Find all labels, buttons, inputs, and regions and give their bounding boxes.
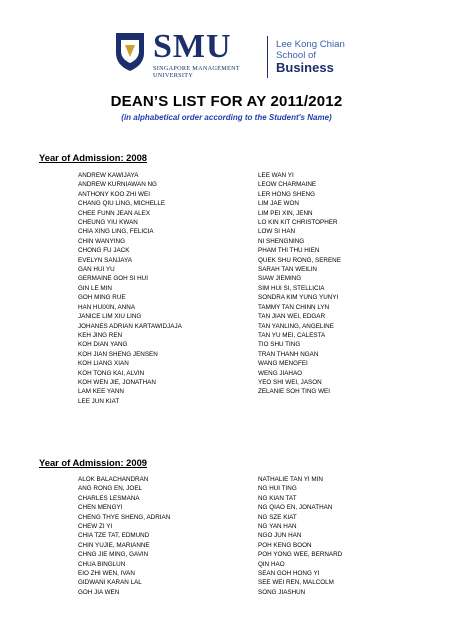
student-name: CHUA BINGLUN — [78, 560, 126, 568]
student-name: EIO ZHI WEN, IVAN — [78, 570, 135, 578]
student-name: QIN HAO — [258, 560, 285, 568]
student-name: CHEW ZI YI — [78, 523, 113, 531]
student-name: SONG JIASHUN — [258, 588, 306, 596]
student-name: ANG RONG EN, JOEL — [78, 485, 143, 493]
header-logo — [0, 0, 453, 80]
student-name: CHENG THYE SHENG, ADRIAN — [78, 513, 171, 521]
student-name: TAMMY TAN CHINN LYN — [258, 303, 330, 311]
student-name: TAN YANLING, ANGELINE — [258, 322, 334, 330]
student-name: WENG JIAHAO — [258, 369, 303, 377]
student-name: GIDWANI KARAN LAL — [78, 579, 142, 587]
student-name: NG QIAO EN, JONATHAN — [258, 504, 333, 512]
student-name: PHAM THI THU HIEN — [258, 247, 320, 255]
school-line-3: Business — [276, 60, 334, 75]
student-name: GIN LE MIN — [78, 284, 112, 292]
page-subtitle: (in alphabetical order according to the Student's Name) — [121, 113, 332, 122]
student-name: TIO SHU TING — [258, 341, 301, 349]
student-name: NGO JUN HAN — [258, 532, 302, 540]
student-name: CHARLES LESMANA — [78, 494, 140, 502]
student-name: LAM KEE YANN — [78, 388, 124, 396]
name-list-2008-left — [78, 171, 182, 406]
student-name: SIM HUI SI, STELLICIA — [258, 284, 325, 292]
student-name: NG KIAN TAT — [258, 494, 297, 502]
student-name: KEH JING REN — [78, 331, 123, 339]
name-list-2009-right — [258, 475, 342, 597]
student-name: EVELYN SANJAYA — [78, 256, 132, 264]
student-name: ZELANIE SOH TING WEI — [258, 388, 330, 396]
student-name: NG SZE KIAT — [258, 513, 297, 521]
student-name: POH KENG BOON — [258, 541, 312, 549]
student-name: CHANG QIU LING, MICHELLE — [78, 200, 166, 208]
student-name: KOH LIANG XIAN — [78, 360, 129, 368]
smu-subtitle: SINGAPORE MANAGEMENT UNIVERSITY — [153, 65, 240, 79]
student-name: CHIA TZE TAT, EDMUND — [78, 532, 150, 540]
student-name: KOH DIAN YANG — [78, 341, 128, 349]
smu-crest-icon — [112, 31, 148, 73]
student-name: CHIA XING LING, FELICIA — [78, 228, 154, 236]
student-name: KOH WEN JIE, JONATHAN — [78, 378, 156, 386]
logo-divider — [267, 36, 268, 78]
student-name: TRAN THANH NGAN — [258, 350, 319, 358]
page-title: DEAN’S LIST FOR AY 2011/2012 — [110, 93, 343, 110]
student-name: CHEUNG YIU KWAN — [78, 219, 138, 227]
student-name: CHNG JIE MING, GAVIN — [78, 551, 149, 559]
student-name: ALOK BALACHANDRAN — [78, 476, 149, 483]
student-name: QUEK SHU RONG, SERENE — [258, 256, 341, 264]
student-name: SIAW JIEMING — [258, 275, 302, 283]
student-name: KOH JIAN SHENG JENSEN — [78, 350, 158, 358]
student-name: KOH TONG KAI, ALVIN — [78, 369, 145, 377]
student-name: JANICE LIM XIU LING — [78, 313, 142, 321]
name-list-2009-left — [78, 475, 170, 597]
student-name: LER HONG SHENG — [258, 190, 316, 198]
school-name — [276, 39, 396, 75]
student-name: SEE WEI REN, MALCOLM — [258, 579, 334, 587]
student-name: NG YAN HAN — [258, 523, 297, 531]
student-name: GOH MING RUE — [78, 294, 126, 302]
student-name: JOHANES ADRIAN KARTAWIDJAJA — [78, 322, 182, 330]
student-name: LO KIN KIT CHRISTOPHER — [258, 219, 338, 227]
student-name: SEAN GOH HONG YI — [258, 570, 320, 578]
student-name: GOH JIA WEN — [78, 588, 120, 596]
student-name: ANDREW KURNIAWAN NG — [78, 181, 157, 189]
student-name: LEOW CHARMAINE — [258, 181, 317, 189]
section-heading-2009: Year of Admission: 2009 — [39, 457, 148, 468]
student-name: TAN YU MEI, CALESTA — [258, 331, 326, 339]
student-name: NI SHENGNING — [258, 237, 305, 245]
student-name: SONDRA KIM YUNG YUNYI — [258, 294, 339, 302]
section-heading-2008: Year of Admission: 2008 — [39, 152, 148, 163]
student-name: TAN JIAN WEI, EDGAR — [258, 313, 326, 321]
student-name: GAN HUI YU — [78, 266, 115, 274]
school-line-2: School of — [276, 50, 317, 61]
student-name: ANTHONY KOO ZHI WEI — [78, 190, 150, 198]
student-name: CHEN MENGYI — [78, 504, 123, 512]
student-name: CHONG FU JACK — [78, 247, 130, 255]
student-name: GERMAINE GOH SI HUI — [78, 275, 148, 283]
student-name: WANG MENGFEI — [258, 360, 308, 368]
student-name: HAN HUIXIN, ANNA — [78, 303, 136, 311]
student-name: NG HUI TING — [258, 485, 297, 493]
student-name: LEE JUN KIAT — [78, 397, 120, 405]
student-name: LEE WAN YI — [258, 172, 294, 179]
student-name: YEO SHI WEI, JASON — [258, 378, 322, 386]
smu-wordmark: SMU — [153, 28, 232, 65]
student-name: CHIN WANYING — [78, 237, 125, 245]
student-name: LIM JAE WON — [258, 200, 299, 208]
school-line-1: Lee Kong Chian — [276, 39, 345, 50]
name-list-2008-right — [258, 171, 341, 397]
student-name: CHEE FUNN JEAN ALEX — [78, 209, 151, 217]
student-name: POH YONG WEE, BERNARD — [258, 551, 343, 559]
student-name: LOW SI HAN — [258, 228, 296, 236]
student-name: ANDREW KAWIJAYA — [78, 172, 139, 179]
student-name: NATHALIE TAN YI MIN — [258, 476, 323, 483]
student-name: CHIN YUJIE, MARIANNE — [78, 541, 150, 549]
student-name: LIM PEI XIN, JENN — [258, 209, 313, 217]
student-name: SARAH TAN WEILIN — [258, 266, 317, 274]
